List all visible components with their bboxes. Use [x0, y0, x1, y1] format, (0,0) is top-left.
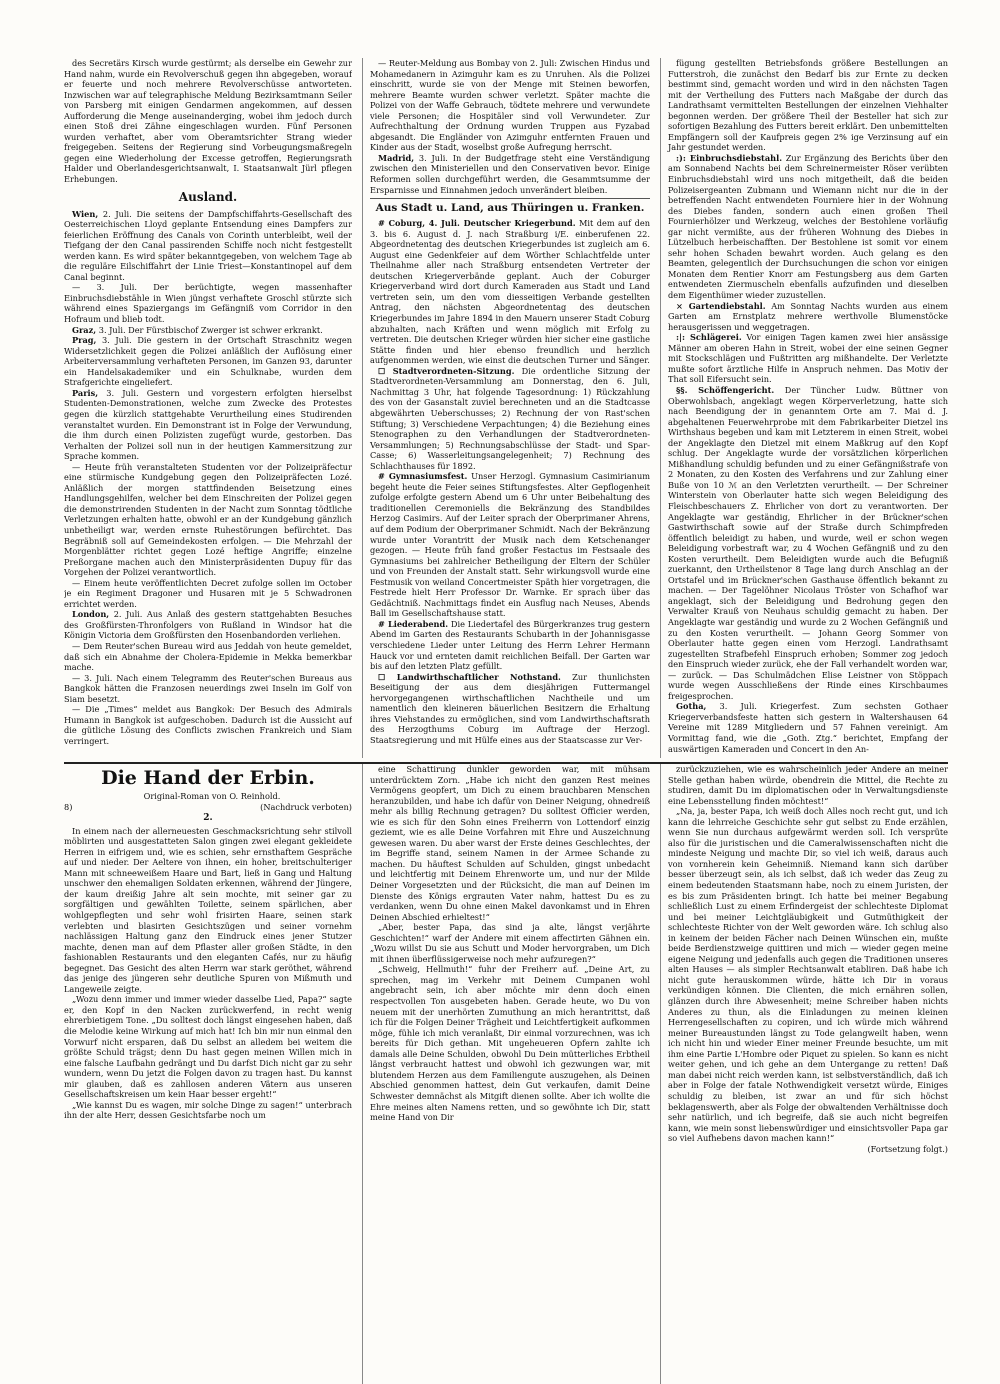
news-item: # Liederabend. Die Liedertafel des Bürgerkranzes trug gestern Abend im Garten des Restaurants Schubarth in der Johannisgasse verschiedene Lieder unter Leitung des Herrn Lehrer Hermann Hauck vor und ernteten damit reichlichen Beifall. Der Garten war bis auf den letzten Platz gefüllt. — [370, 618, 650, 672]
news-item: # Coburg, 4. Juli. Deutscher Kriegerbund. Mit dem auf den 3. bis 6. August d. J. nach Straßburg i/E. einberufenen 22. Abgeordnetentag des deutschen Kriegerbundes ist zugleich am 6. August eine Gedenkfeier auf dem Wörther Schlachtfelde unter Theilnahme aller nach Straßburg entsendeten Vertreter der deutschen Kriegerverbände geplant. Auch der Coburger Kriegerverband wird dort durch Kameraden aus Stadt und Land vertreten sein, um den vom diesseitigen Verbande gestellten Antrag, den nächsten Abgeordnetentag des deutschen Kriegerbundes im Jahre 1894 in den Mauern unserer Stadt Coburg abzuhalten, nach Kräften und wenn möglich mit Erfolg zu vertreten. Die deutschen Krieger würden hier sicher eine gastliche Stätte finden und hier ebenso freundlich und herzlich aufgenommen werden, wie einst die deutschen Turner und Sänger. — [370, 218, 650, 366]
column-1 — [64, 58, 352, 758]
news-item: ☐ Stadtverordneten-Sitzung. Die ordentliche Sitzung der Stadtverordneten-Versammlung am Donnerstag, den 6. Juli, Nachmittag 3 Uhr, hat folgende Tagesordnung: 1) Rückzahlung des von der Gasanstalt zuviel berechneten und an die Stadtcasse abgewährten Ueberschusses; 2) Rechnung der von Rast'schen Stiftung; 3) Verschiedene Verpachtungen; 4) die Beziehung eines Stenographen zu den Verhandlungen der Stadtverordneten-Versammlungen; 5) Rechnungsabschlüsse der Stadt- und Spar-Casse; 6) Wasserleitungsangelegenheit; 7) Rechnung des Schlachthauses für 1892. — [370, 365, 650, 471]
novel-meta — [64, 802, 352, 813]
continuation-note: (Fortsetzung folgt.) — [867, 1143, 948, 1154]
novel-column-2 — [362, 764, 650, 1384]
column-3 — [660, 58, 948, 758]
novel-title: Die Hand der Erbin. — [101, 767, 315, 789]
dateline: Madrid, — [378, 152, 415, 163]
novel-paragraph: „Aber, bester Papa, das sind ja alte, längst verjährte Geschichten!“ warf der Andere mit einem affectirten Gähnen ein. „Wozu willst Du sie aus Schutt und Moder hervorgraben, um Dich mit ihnen überflüssigerweise noch mehr aufzuregen?“ — [370, 922, 650, 964]
news-item: — Die „Times“ meldet aus Bangkok: Der Besuch des Admirals Humann in Bangkok ist aufgeschoben. Dadurch ist die Aussicht auf die gütliche Lösung des Conflicts zwischen Frankreich und Siam verringert. — [64, 704, 352, 746]
section-heading-local: Aus Stadt u. Land, aus Thüringen u. Franken. — [370, 198, 650, 215]
chapter-number: 2. — [203, 813, 213, 824]
novel-column-3 — [660, 764, 948, 1384]
dateline: London, — [72, 609, 110, 620]
novel-paragraph: „Wozu denn immer und immer wieder dasselbe Lied, Papa?“ sagte er, den Kopf in den Nacken zurückwerfend, in recht wenig ehrerbietigem Tone. „Du solltest doch längst eingesehen haben, daß die Melodie keine Wirkung auf mich hat! Ich bin mir nun einmal den Vorwurf nicht ersparen, daß Du selbst an alledem bei weitem die größte Schuld trägst; denn Du hast gegen meinen Willen mich in eine falsche Laufbahn gedrängt und Du darfst Dich nicht gar zu sehr wundern, wenn Du jetzt die Folgen davon zu tragen hast. Du kannst mir glauben, daß es zahllosen anderen Vätern aus unseren Gesellschaftskreisen um kein Haar besser ergeht!“ — [64, 994, 352, 1100]
news-item: London, 2. Juli. Aus Anlaß des gestern stattgehabten Besuches des Großfürsten-Thronfolgers von Rußland in Windsor hat die Königin Victoria dem Großfürsten den Hosenbandorden verliehen. — [64, 609, 352, 641]
item-heading: ☐ Landwirthschaftlicher Nothstand. — [378, 671, 561, 682]
column-2 — [362, 58, 650, 758]
item-heading: # Coburg, 4. Juli. Deutscher Kriegerbund. — [378, 218, 576, 229]
news-item: — 3. Juli. Nach einem Telegramm des Reuter'schen Bureaus aus Bangkok hätten die Franzosen neuerdings zwei Inseln im Golf von Siam besetzt. — [64, 672, 352, 704]
article-paragraph: des Secretärs Kirsch wurde gestürmt; als derselbe ein Gewehr zur Hand nahm, wurde ein Revolverschuß gegen ihn abgegeben, worauf er feuerte und noch mehrere Revolverschüsse antworteten. Inzwischen war auf telegraphische Meldung Bezirksamtmann Seiler von Parsberg mit einigen Gendarmen angekommen, auf dessen Aufforderung die Menge auseinanderging, wobei ihm jedoch durch einen Stoß drei Zähne eingeschlagen wurden. Fünf Personen wurden verhaftet, aber vom Oberamtsrichter Strang wieder freigegeben. Seitens der Regierung sind Vorbeugungsmaßregeln gegen eine Wiederholung der Excesse getroffen, Regierungsrath Halder und Oberlandesgerichtsanwalt, I. Staatsanwalt Jürl pflegen Erhebungen. — [64, 58, 352, 185]
news-item: — Einem heute veröffentlichten Decret zufolge sollen im October je ein Regiment Dragoner und Husaren mit je 5 Schwadronen errichtet werden. — [64, 577, 352, 609]
novel-column-1 — [64, 764, 352, 1384]
news-item: — Dem Reuter'schen Bureau wird aus Jeddah von heute gemeldet, daß sich ein Abnahme der Cholera-Epidemie in Mekka bemerkbar mache. — [64, 640, 352, 673]
news-item: # Gymnasiumsfest. Unser Herzogl. Gymnasium Casimirianum begeht heute die Feier seines Stiftungsfestes. Alter Gepflogenheit zufolge erfolgte gestern Abend um 6 Uhr unter Beibehaltung des traditionellen Ceremoniells die Bekränzung des Standbildes Herzog Casimirs. Auf der Leiter sprach der Oberprimaner Ahrens, auf dem Podium der Oberprimaner Schmidt. Nach der Bekränzung wurde unter Vorantritt der Musik nach dem Ketschenanger gezogen. — Heute früh fand großer Festactus im Festsaale des Gymnasiums bei zahlreicher Betheiligung der Eltern der Schüler und von Freunden der Anstalt statt. Sehr wirkungsvoll wurde eine Festmusik von weiland Concertmeister Späth hier vorgetragen, die Festrede hielt Herr Professor Dr. Warnke. Er sprach über das Gedächtniß. Nachmittags findet ein Ausflug nach Neuses, Abends Ball im Gesellschaftshause statt. — [370, 471, 650, 619]
news-item: — Heute früh veranstalteten Studenten vor der Polizeipräfectur eine stürmische Kundgebung gegen den Polizeipräfecten Lozé. Anläßlich der morgen stattfindenden Beisetzung eines Handlungsgehilfen, welcher bei dem Einschreiten der Polizei gegen die demonstrirenden Studenten in der Nacht zum Sonntag tödtliche Verletzungen erhalten hatte, obwohl er an der Kundgebung gänzlich unbetheiligt war, werden ernste Ruhestörungen befürchtet. Das Begräbniß soll auf Gemeindekosten erfolgen. — Die Mehrzahl der Morgenblätter richtet gegen Lozé heftige Angriffe; einzelne Preßorgane machen auch den Ministerpräsidenten Dupuy für das Vorgehen der Polizei verantwortlich. — [64, 461, 352, 578]
dateline: Paris, — [72, 387, 99, 398]
novel-paragraph: „Na, ja, bester Papa, ich weiß doch Alles noch recht gut, und ich kann die lehrreiche Geschichte sehr gut selbst zu Ende erzählen, wenn Sie nun durchaus aufgewärmt werden soll. Ich versprüte also für die juristischen und die Cameralwissenschaften nicht die mindeste Neigung und machte Dir, so viel ich weiß, daraus auch von vornherein kein Geheimniß. Niemand kann sich darüber besser überzeugt sein, als ich selbst, daß ich weder das Zeug zu einem bedeutenden Staatsmann habe, noch zu einem Juristen, der es bis zum Präsidenten bringt. Ich hatte bei meiner Begabung schließlich Lust zu einem Erfindergeist der schlechteste Diplomat und bei meiner Leichtgläubigkeit und Gutmüthigkeit der schlechteste Richter von der Welt geworden wäre. Ich schlug also in keinem der beiden Fächer nach Deinen Wünschen ein, mußte beide Berdienstzweige quittiren und mich — wieder gegen meine eigene Neigung und jedenfalls auch gegen die Traditionen unseres alten Hauses — als simpler Rechtsanwalt etabliren. Daß habe ich nicht gute herauskommen würde, hätte ich Dir in voraus verkündigen können. Die Clienten, die mich ernähren sollen, glänzen durch ihre Abwesenheit; meine Schreiber haben nichts Anderes zu thun, als die Einladungen zu meinen kleinen Herrengesellschaften zu copiren, und ich würde mich während meiner Bureaustunden längst zu Tode gelangweilt haben, wenn ich nicht hin und wieder Einer meiner Freunde besuchte, um mit ihm eine Partie L'Hombre oder Piquet zu spielen. So kann es nicht weiter gehen, und ich gehe an dem Untergange zu retten! Daß man dabei nicht reich werden kann, ist selbstverständlich, daß ich aber in Folge der fatale Nothwendigkeit versetzt würde, Einiges schuldig zu bleiben, ist zwar an und für sich höchst beklagenswerth, aber als Folge der obwaltenden Verhältnisse doch sehr natürlich, und ich begreife, daß sie auch nicht begreifen kann, wie mein sonst liebenswürdiger und einsichtsvoller Papa gar so viel Aufhebens davon machen kann!“ — [668, 806, 948, 1144]
feuilleton-section — [64, 764, 948, 1384]
news-item: ⨯ Gartendiebstahl. Am Sonntag Nachts wurden aus einem Garten am Ernstplatz mehrere werthvolle Blumenstöcke herausgerissen und weggetragen. — [668, 300, 948, 332]
section-heading-ausland: Ausland. — [178, 189, 238, 204]
news-section — [64, 58, 948, 758]
news-item: ☐ Landwirthschaftlicher Nothstand. Zur thunlichsten Beseitigung der aus dem diesjährigen Futtermangel hervorgegangenen wirthschaftlichen Nachtheile und um namentlich den kleineren bäuerlichen Besitzern die Erhaltung ihres Viehstandes zu ermöglichen, sind vom Landwirthschaftsrath des Herzogthums Coburg im Auftrage der Herzogl. Staatsregierung und mit Hülfe eines aus der Staatscasse zur Ver- — [370, 671, 650, 745]
item-heading: :|: Schlägerei. — [676, 332, 742, 343]
novel-paragraph: In einem nach der allerneuesten Geschmacksrichtung sehr stilvoll möblirten und ausgestatteten Salon gingen zwei elegant gekleidete Herren in eifrigem und, wie es schien, sehr ernsthaftem Gespräche auf und nieder. Der Aeltere von ihnen, ein hoher, breitschulteriger Mann mit schneeweißem Haare und Bart, ließ in Gang und Haltung unschwer den ehemaligen Soldaten erkennen, während der Jüngere, der kaum dreißig Jahre alt sein mochte, mit seiner gar zu sorgfältigen und gewählten Toilette, seinem spärlichen, aber wohlgepflegten und sehr wohl frisirten Haare, seinen stark verlebten und blasirten Gesichtszügen und seiner vornehm nachlässigen Haltung ganz den Eindruck eines jener Stutzer machte, denen man auf dem Pflaster aller großen Städte, in den fashionablen Restaurants und den eleganten Cafés, nur zu häufig begegnet. Das Gesicht des alten Herrn war stark geröthet, während das jenige des jüngeren sehr deutliche Spuren von Mißmuth und Langeweile zeigte. — [64, 825, 352, 994]
news-item: :): Einbruchsdiebstahl. Zur Ergänzung des Berichts über den am Sonnabend Nachts bei dem Schreinermeister Röser verübten Einbruchsdiebstahl wird uns noch mitgetheilt, daß die beiden Polizeisergeanten Zubmann und Wiemann nicht nur die in der betreffenden Nacht entwendeten Fourniere hier in der Wohnung des Diebes fanden, sondern auch einen großen Theil Fournierhölzer und Werkzeug, welches der Bestohlene vorläufig gar nicht vermißte, aus der früheren Wohnung des Diebes in Lützelbuch herbeischafften. Der Bestohlene ist somit vor einem sehr hohen Schaden bewahrt worden. Auch gelang es den Beamten, gelegentlich der Durchsuchungen die schon vor einigen Monaten dem Rentier Knorr am Festungsberg aus dem Garten entwendeten Ziermuscheln ebenfalls aufzufinden und dieselben dem Eigenthümer wieder zuzustellen. — [668, 152, 948, 301]
novel-paragraph: „Wie kannst Du es wagen, mir solche Dinge zu sagen!“ unterbrach ihn der alte Herr, dessen Gesichtsfarbe noch um — [64, 1099, 352, 1121]
news-item: §§. Schöffengericht. Der Tüncher Ludw. Büttner von Oberwohlsbach, angeklagt wegen Körperverletzung, hatte sich nach Beendigung der in genanntem Orte am 7. Mai d. J. abgehaltenen Feuerwehrprobe mit dem Fabrikarbeiter Dietzel ins Wirthshaus begeben und kam mit Letzterem in einen Streit, wobei der Angeklagte den Dietzel mit einem Maßkrug auf den Kopf schlug. Der Angeklagte wurde der vorsätzlichen körperlichen Mißhandlung schuldig befunden und zu einer Gefängnißstrafe von 2 Monaten, zu den Kosten des Verfahrens und zur Zahlung einer Buße von 10 ℳ an den Verletzten verurtheilt. — Der Schreiner Winterstein von Oberlauter hatte sich wegen Beleidigung des Fleischbeschauers Z. Ehrlicher von dort zu verantworten. Der Angeklagte war geständig, Ehrlicher in der Brückner'schen Gastwirthschaft sowie auf der Straße durch Schimpfreden öffentlich beleidigt zu haben, und wurde, weil er schon wegen Beleidigung vorbestraft war, zu 4 Wochen Gefängniß und zu den Kosten verurtheilt. Dem Beleidigten wurde auch die Befugniß zuerkannt, den Urtheilstenor 8 Tage lang durch Anschlag an der Ortstafel und im Brückner'schen Gasthause öffentlich bekannt zu machen. — Der Tagelöhner Nicolaus Tröster von Schafhof war angeklagt, sich der Beleidigung und Bedrohung gegen den Verwalter Krauß von Neuhaus schuldig gemacht zu haben. Der Angeklagte war geständig und wurde zu 2 Wochen Gefängniß und zu den Kosten verurtheilt. — Johann Georg Sommer von Oberlauter hatte gegen einen vom Herzogl. Landrathsamt zugestellten Strafbefehl Einspruch erhoben; Sommer zog jedoch den Einspruch wieder zurück, ehe der Fall verhandelt worden war, — zurück. — Das Schulmädchen Elise Leistner von Stöppach wurde wegen Ausschließens der Rinde eines Kirschbaumes freigesprochen. — [668, 384, 948, 701]
item-heading: §§. Schöffengericht. — [676, 384, 775, 395]
news-item: — 3. Juli. Der berüchtigte, wegen massenhafter Einbruchsdiebstähle in Wien jüngst verhaftete Groschl stürzte sich während eines Spaziergangs im Gefängniß vom Corridor in den Hofraum und blieb todt. — [64, 282, 352, 325]
item-heading: ⨯ Gartendiebstahl. — [676, 300, 766, 311]
item-heading: ☐ Stadtverordneten-Sitzung. — [378, 365, 515, 376]
item-heading: # Liederabend. — [378, 618, 449, 629]
news-item: :|: Schlägerei. Vor einigen Tagen kamen zwei hier ansässige Männer am oberen Hahn in Streit, wobei der eine seinen Gegner mit Stockschlägen und Fußtritten arg mißhandelte. Der Verletzte mußte sofort ärztliche Hilfe in Anspruch nehmen. Das Motiv der That soll Eifersucht sein. — [668, 332, 948, 385]
dateline: Gotha, — [676, 701, 707, 712]
novel-paragraph: eine Schattirung dunkler geworden war, mit mühsam unterdrücktem Zorn. „Habe ich nicht den ganzen Rest meines Vermögens geopfert, um Dich zu einem brauchbaren Menschen heranzubilden, und habe ich dafür von Deiner Neigung, ohnedreiß mehr als billig Rechnung getragen? Du solltest Officier werden, wie es sich für den Sohn eines Freiherrn von Lottendorf einzig geziemt, wie es alle Deine Vorfahren mit Ehre und Auszeichnung gewesen waren. Du aber warst der Erste deines Geschlechtes, der im Begriffe stand, seinem Namen in der Armee Schande zu machen. Du häuftest Schulden auf Schulden, gingst unbedacht und leichtfertig mit Deinem Ehrenworte um, und nur der Milde Deiner Vorgesetzten und der Rücksicht, die man auf Deinen im Dienste des Königs ergrauten Vater nahm, hattest Du es zu verdanken, wenn Du ohne einen Makel davonkamst und in Ehren Deinen Abschied erhieltest!“ — [370, 764, 650, 922]
news-item: — Reuter-Meldung aus Bombay von 2. Juli: Zwischen Hindus und Mohamedanern in Azimguhr kam es zu Unruhen. Als die Polizei einschritt, wurde sie von der Menge mit Steinen beworfen, mehrere Beamte wurden schwer verletzt. Später machte die Polizei von der Waffe Gebrauch, tödtete mehrere und verwundete viele Personen; die Hospitäler sind voll Verwundeter. Zur Aufrechthaltung der Ordnung wurden Truppen aus Fyzabad abgesandt. Die Engländer von Azimguhr entfernten Frauen und Kinder aus der Stadt, woselbst große Aufregung herrscht. — [370, 58, 650, 153]
item-heading: :): Einbruchsdiebstahl. — [676, 152, 783, 163]
novel-paragraph: zurückzuziehen, wie es wahrscheinlich jeder Andere an meiner Stelle gethan haben würde, obendrein die Mittel, die Rechte zu studiren, damit Du im diplomatischen oder in Verwaltungsdienste eine Lebensstellung finden möchtest!“ — [668, 764, 948, 806]
installment-number: 8) — [64, 801, 73, 812]
news-item: Madrid, 3. Juli. In der Budgetfrage steht eine Verständigung zwischen den Ministeriellen und den Conservativen bevor. Einige Reformen sollen durchgeführt werden, die Gesammtsumme der Ersparnisse und Einnahmen jedoch unverändert bleiben. — [370, 152, 650, 195]
news-item: Gotha, 3. Juli. Kriegerfest. Zum sechsten Gothaer Kriegerverbandsfeste hatten sich gestern in Waltershausen 64 Vereine mit 1289 Mitgliedern und 57 Fahnen vereinigt. Am Vormittag fand, wie die „Goth. Ztg.“ berichtet, Empfang der auswärtigen Kameraden und Concert in den An- — [668, 701, 948, 754]
news-item: Graz, 3. Juli. Der Fürstbischof Zwerger ist schwer erkrankt. — [72, 324, 323, 335]
dateline: Prag, — [72, 335, 97, 346]
item-heading: # Gymnasiumsfest. — [378, 471, 468, 482]
novel-byline: Original-Roman von O. Reinhold. — [143, 791, 281, 801]
news-item: fügung gestellten Betriebsfonds größere Bestellungen an Futterstroh, die zunächst den Bedarf bis zur Ernte zu decken bestimmt sind, gemacht worden und wird in den nächsten Tagen mit der Vertheilung des Futters nach Maßgabe der durch das Landrathsamt vermittelten Bestellungen der einzelnen Viehhalter begonnen werden. Der größere Theil der Besteller hat sich zur sofortigen Bezahlung des Futters bereit erklärt. Den unbemittelten Empfängern soll der Kaufpreis gegen 2% ige Verzinsung auf ein Jahr gestundet werden. — [668, 58, 948, 153]
news-item: Wien, 2. Juli. Die seitens der Dampfschiffahrts-Gesellschaft des Oesterreichischen Lloyd geplante Entsendung eines Dampfers zur feierlichen Eröffnung des Canals von Corinth unterbleibt, weil der Tiefgang der den Canal passirenden Schiffe noch nicht festgestellt werden kann. Es wird später bekanntgegeben, von welchem Tage ab die reguläre Eilschiffahrt der Linie Triest—Konstantinopel auf dem Canal beginnt. — [64, 208, 352, 282]
dateline: Graz, — [72, 324, 97, 335]
news-item: Prag, 3. Juli. Die gestern in der Ortschaft Straschnitz wegen Widersetzlichkeit gegen die Polizei anläßlich der Auflösung einer Arbeiterversammlung verhafteten Personen, im Ganzen 93, darunter ein Handelsakademiker und ein Schulknabe, wurden dem Strafgerichte eingeliefert. — [64, 335, 352, 388]
novel-paragraph: „Schweig, Hellmuth!“ fuhr der Freiherr auf. „Deine Art, zu sprechen, mag im Verkehr mit Deinem Cumpanen wohl angebracht sein, ich aber möchte mir denn doch einen respectvollen Ton ausgebeten haben. Gerade heute, wo Du von neuem mit der unerhörten Zumuthung an mich herantrittst, daß ich für die Folgen Deiner Trägheit und Leichtfertigkeit aufkommen möge, fühle ich mich veranlaßt, Dir einmal vorzurechnen, was ich bereits für Dich gethan. Mit ungeheueren Opfern zahlte ich damals alle Deine Schulden, obwohl Du Dein mütterliches Erbtheil längst verbraucht hattest und obwohl ich gezwungen war, mit blutendem Herzen aus dem Familiengute auszugehen, als Deinen Abschied genommen hattest, dein Gut verkaufen, damit Deine Schwester demnächst als Mitgift dienen sollte. Aber ich wollte die Ehre meines alten Namens retten, und so gewöhnte ich Dir, statt meine Hand von Dir — [370, 964, 650, 1123]
dateline: Wien, — [72, 208, 99, 219]
reprint-note: (Nachdruck verboten) — [260, 801, 352, 812]
news-item: Paris, 3. Juli. Gestern und vorgestern erfolgten hierselbst Studenten-Demonstrationen, welche zum Zwecke des Protestes gegen die kürzlich stattgehabte Verurtheilung eines Studirenden veranstaltet wurden. Ein Demonstrant ist in Folge der Verwundung, die ihm durch einen Polizisten zugefügt wurde, gestorben. Das Verhalten der Polizei soll nun in der heutigen Kammersitzung zur Sprache kommen. — [64, 387, 352, 462]
